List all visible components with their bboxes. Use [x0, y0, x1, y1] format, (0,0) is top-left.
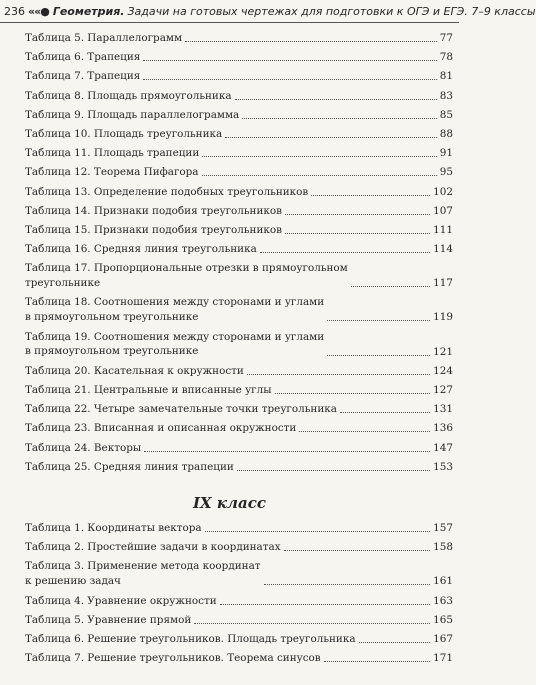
- toc-entry-title: Таблица 6. Решение треугольников. Площадь треугольника: [25, 632, 356, 645]
- toc-entry: [25, 613, 453, 627]
- toc-entry-page: 114: [433, 243, 453, 256]
- toc-entry: [25, 559, 453, 588]
- toc-entry: [25, 31, 453, 45]
- toc-entry-page: 119: [433, 311, 453, 324]
- toc-entry: [25, 594, 453, 608]
- toc-entry-page: 158: [433, 541, 453, 554]
- toc-entry: [25, 402, 453, 416]
- toc-leader-dots: [359, 642, 431, 643]
- toc-entry-title: Таблица 5. Уравнение прямой: [25, 613, 192, 626]
- toc-leader-dots: [324, 661, 431, 662]
- toc-entry-title: Таблица 12. Теорема Пифагора: [25, 166, 199, 179]
- toc-entry-page: 157: [433, 522, 453, 534]
- toc-leader-dots: [205, 531, 431, 532]
- section-heading: IX класс: [193, 494, 266, 512]
- toc-entry-page: 136: [433, 422, 453, 435]
- running-header: [0, 0, 536, 22]
- toc-leader-dots: [225, 137, 437, 138]
- toc-entry-page: 91: [439, 147, 453, 160]
- toc-entry: [25, 165, 453, 179]
- toc-entry: [25, 441, 453, 455]
- toc-entry-page: 147: [433, 441, 453, 454]
- toc-entry-page: 171: [433, 652, 453, 665]
- toc-leader-dots: [340, 412, 430, 413]
- toc-entry-page: 117: [433, 277, 453, 290]
- toc-entry: [25, 632, 453, 646]
- toc-leader-dots: [202, 156, 437, 157]
- toc-entry: [25, 330, 453, 359]
- toc-entry: [25, 521, 453, 535]
- toc-leader-dots: [275, 393, 431, 394]
- toc-entry-title: Таблица 14. Признаки подобия треугольников: [25, 204, 283, 217]
- toc-entry: [25, 540, 453, 554]
- toc-leader-dots: [285, 233, 430, 234]
- toc-entry-title: Таблица 16. Средняя линия треугольника: [25, 243, 257, 256]
- toc-entry-title: Таблица 17. Пропорциональные отрезки в прямоугольном треугольнике: [25, 262, 348, 289]
- toc-entry-title: Таблица 24. Векторы: [25, 441, 142, 454]
- toc-leader-dots: [284, 550, 431, 551]
- toc-entry: [25, 89, 453, 103]
- toc-entry: [25, 651, 453, 665]
- toc-entry: [25, 295, 453, 324]
- toc-entry: [25, 204, 453, 218]
- toc-entry-title: Таблица 22. Четыре замечательные точки треугольника: [25, 403, 337, 416]
- toc-list-part1: [25, 31, 453, 479]
- toc-entry-title: Таблица 2. Простейшие задачи в координатах: [25, 541, 281, 554]
- toc-entry-page: 161: [433, 575, 453, 588]
- toc-entry-page: 95: [439, 166, 453, 179]
- toc-entry-title: Таблица 1. Координаты вектора: [25, 522, 202, 534]
- toc-entry: [25, 421, 453, 435]
- toc-entry-title: Таблица 6. Трапеция: [25, 51, 141, 64]
- toc-leader-dots: [144, 451, 430, 452]
- page-number: 236: [4, 4, 25, 18]
- toc-leader-dots: [220, 604, 431, 605]
- toc-leader-dots: [311, 195, 430, 196]
- toc-leader-dots: [242, 118, 437, 119]
- toc-entry-title: Таблица 13. Определение подобных треугольников: [25, 185, 309, 198]
- toc-entry: [25, 146, 453, 160]
- toc-entry-title: Таблица 21. Центральные и вписанные углы: [25, 384, 272, 396]
- toc-entry: [25, 261, 453, 290]
- toc-entry-title: Таблица 23. Вписанная и описанная окружности: [25, 422, 297, 435]
- toc-entry-title: Таблица 8. Площадь прямоугольника: [25, 89, 232, 102]
- toc-entry-page: 165: [433, 613, 453, 626]
- toc-leader-dots: [185, 41, 437, 42]
- toc-entry-title: Таблица 4. Уравнение окружности: [25, 594, 217, 607]
- toc-leader-dots: [235, 99, 437, 100]
- toc-leader-dots: [327, 355, 430, 356]
- toc-entry-page: 88: [439, 127, 453, 140]
- toc-entry-page: 83: [439, 89, 453, 102]
- toc-leader-dots: [264, 584, 431, 585]
- toc-entry-title: Таблица 25. Средняя линия трапеции: [25, 460, 234, 473]
- toc-entry-page: 85: [439, 108, 453, 121]
- toc-leader-dots: [143, 79, 436, 80]
- toc-entry-page: 77: [439, 32, 453, 44]
- toc-entry-page: 107: [433, 204, 453, 217]
- toc-entry-title: Таблица 18. Соотношения между сторонами и углами в прямоугольном треугольнике: [25, 296, 325, 323]
- toc-entry-title: Таблица 15. Признаки подобия треугольников: [25, 223, 283, 236]
- toc-entry: [25, 108, 453, 122]
- toc-entry-title: Таблица 5. Параллелограмм: [25, 32, 183, 44]
- toc-leader-dots: [299, 431, 430, 432]
- toc-entry-page: 153: [433, 460, 453, 473]
- toc-leader-dots: [237, 470, 430, 471]
- book-subtitle: Задачи на готовых чертежах для подготовки к ОГЭ и ЕГЭ. 7–9 классы: [127, 4, 536, 18]
- toc-entry-page: 163: [433, 594, 453, 607]
- toc-entry-page: 124: [433, 364, 453, 377]
- toc-leader-dots: [285, 214, 430, 215]
- toc-entry-page: 102: [433, 185, 453, 198]
- toc-entry: [25, 69, 453, 83]
- toc-entry-title: Таблица 7. Решение треугольников. Теорема синусов: [25, 652, 321, 665]
- header-rule: [0, 22, 459, 23]
- toc-entry: [25, 223, 453, 237]
- toc-leader-dots: [247, 374, 430, 375]
- toc-entry-page: 111: [433, 223, 453, 236]
- toc-entry: [25, 460, 453, 474]
- toc-leader-dots: [351, 286, 430, 287]
- toc-entry-page: 121: [433, 345, 453, 358]
- toc-leader-dots: [143, 60, 436, 61]
- toc-entry: [25, 185, 453, 199]
- toc-entry-page: 81: [439, 70, 453, 83]
- toc-leader-dots: [327, 320, 430, 321]
- book-title: Геометрия.: [52, 4, 125, 18]
- toc-entry-title: Таблица 11. Площадь трапеции: [25, 147, 200, 160]
- toc-entry-title: Таблица 9. Площадь параллелограмма: [25, 108, 240, 121]
- publisher-logo-icon: ««●: [28, 4, 49, 18]
- toc-entry-page: 78: [439, 51, 453, 64]
- toc-entry-title: Таблица 19. Соотношения между сторонами и углами в прямоугольном треугольнике: [25, 330, 325, 358]
- toc-entry-page: 131: [433, 403, 453, 416]
- toc-entry: [25, 383, 453, 397]
- toc-entry-title: Таблица 3. Применение метода координат к решению задач: [25, 560, 261, 587]
- toc-leader-dots: [260, 252, 430, 253]
- toc-entry-title: Таблица 20. Касательная к окружности: [25, 364, 244, 377]
- toc-entry: [25, 127, 453, 141]
- toc-entry-title: Таблица 10. Площадь треугольника: [25, 127, 223, 140]
- toc-entry-page: 127: [433, 384, 453, 396]
- toc-leader-dots: [202, 175, 437, 176]
- toc-entry-page: 167: [433, 632, 453, 645]
- toc-entry-title: Таблица 7. Трапеция: [25, 70, 141, 83]
- toc-list-part2: [25, 521, 453, 670]
- toc-entry: [25, 242, 453, 256]
- toc-leader-dots: [194, 623, 430, 624]
- toc-entry: [25, 50, 453, 64]
- toc-entry: [25, 364, 453, 378]
